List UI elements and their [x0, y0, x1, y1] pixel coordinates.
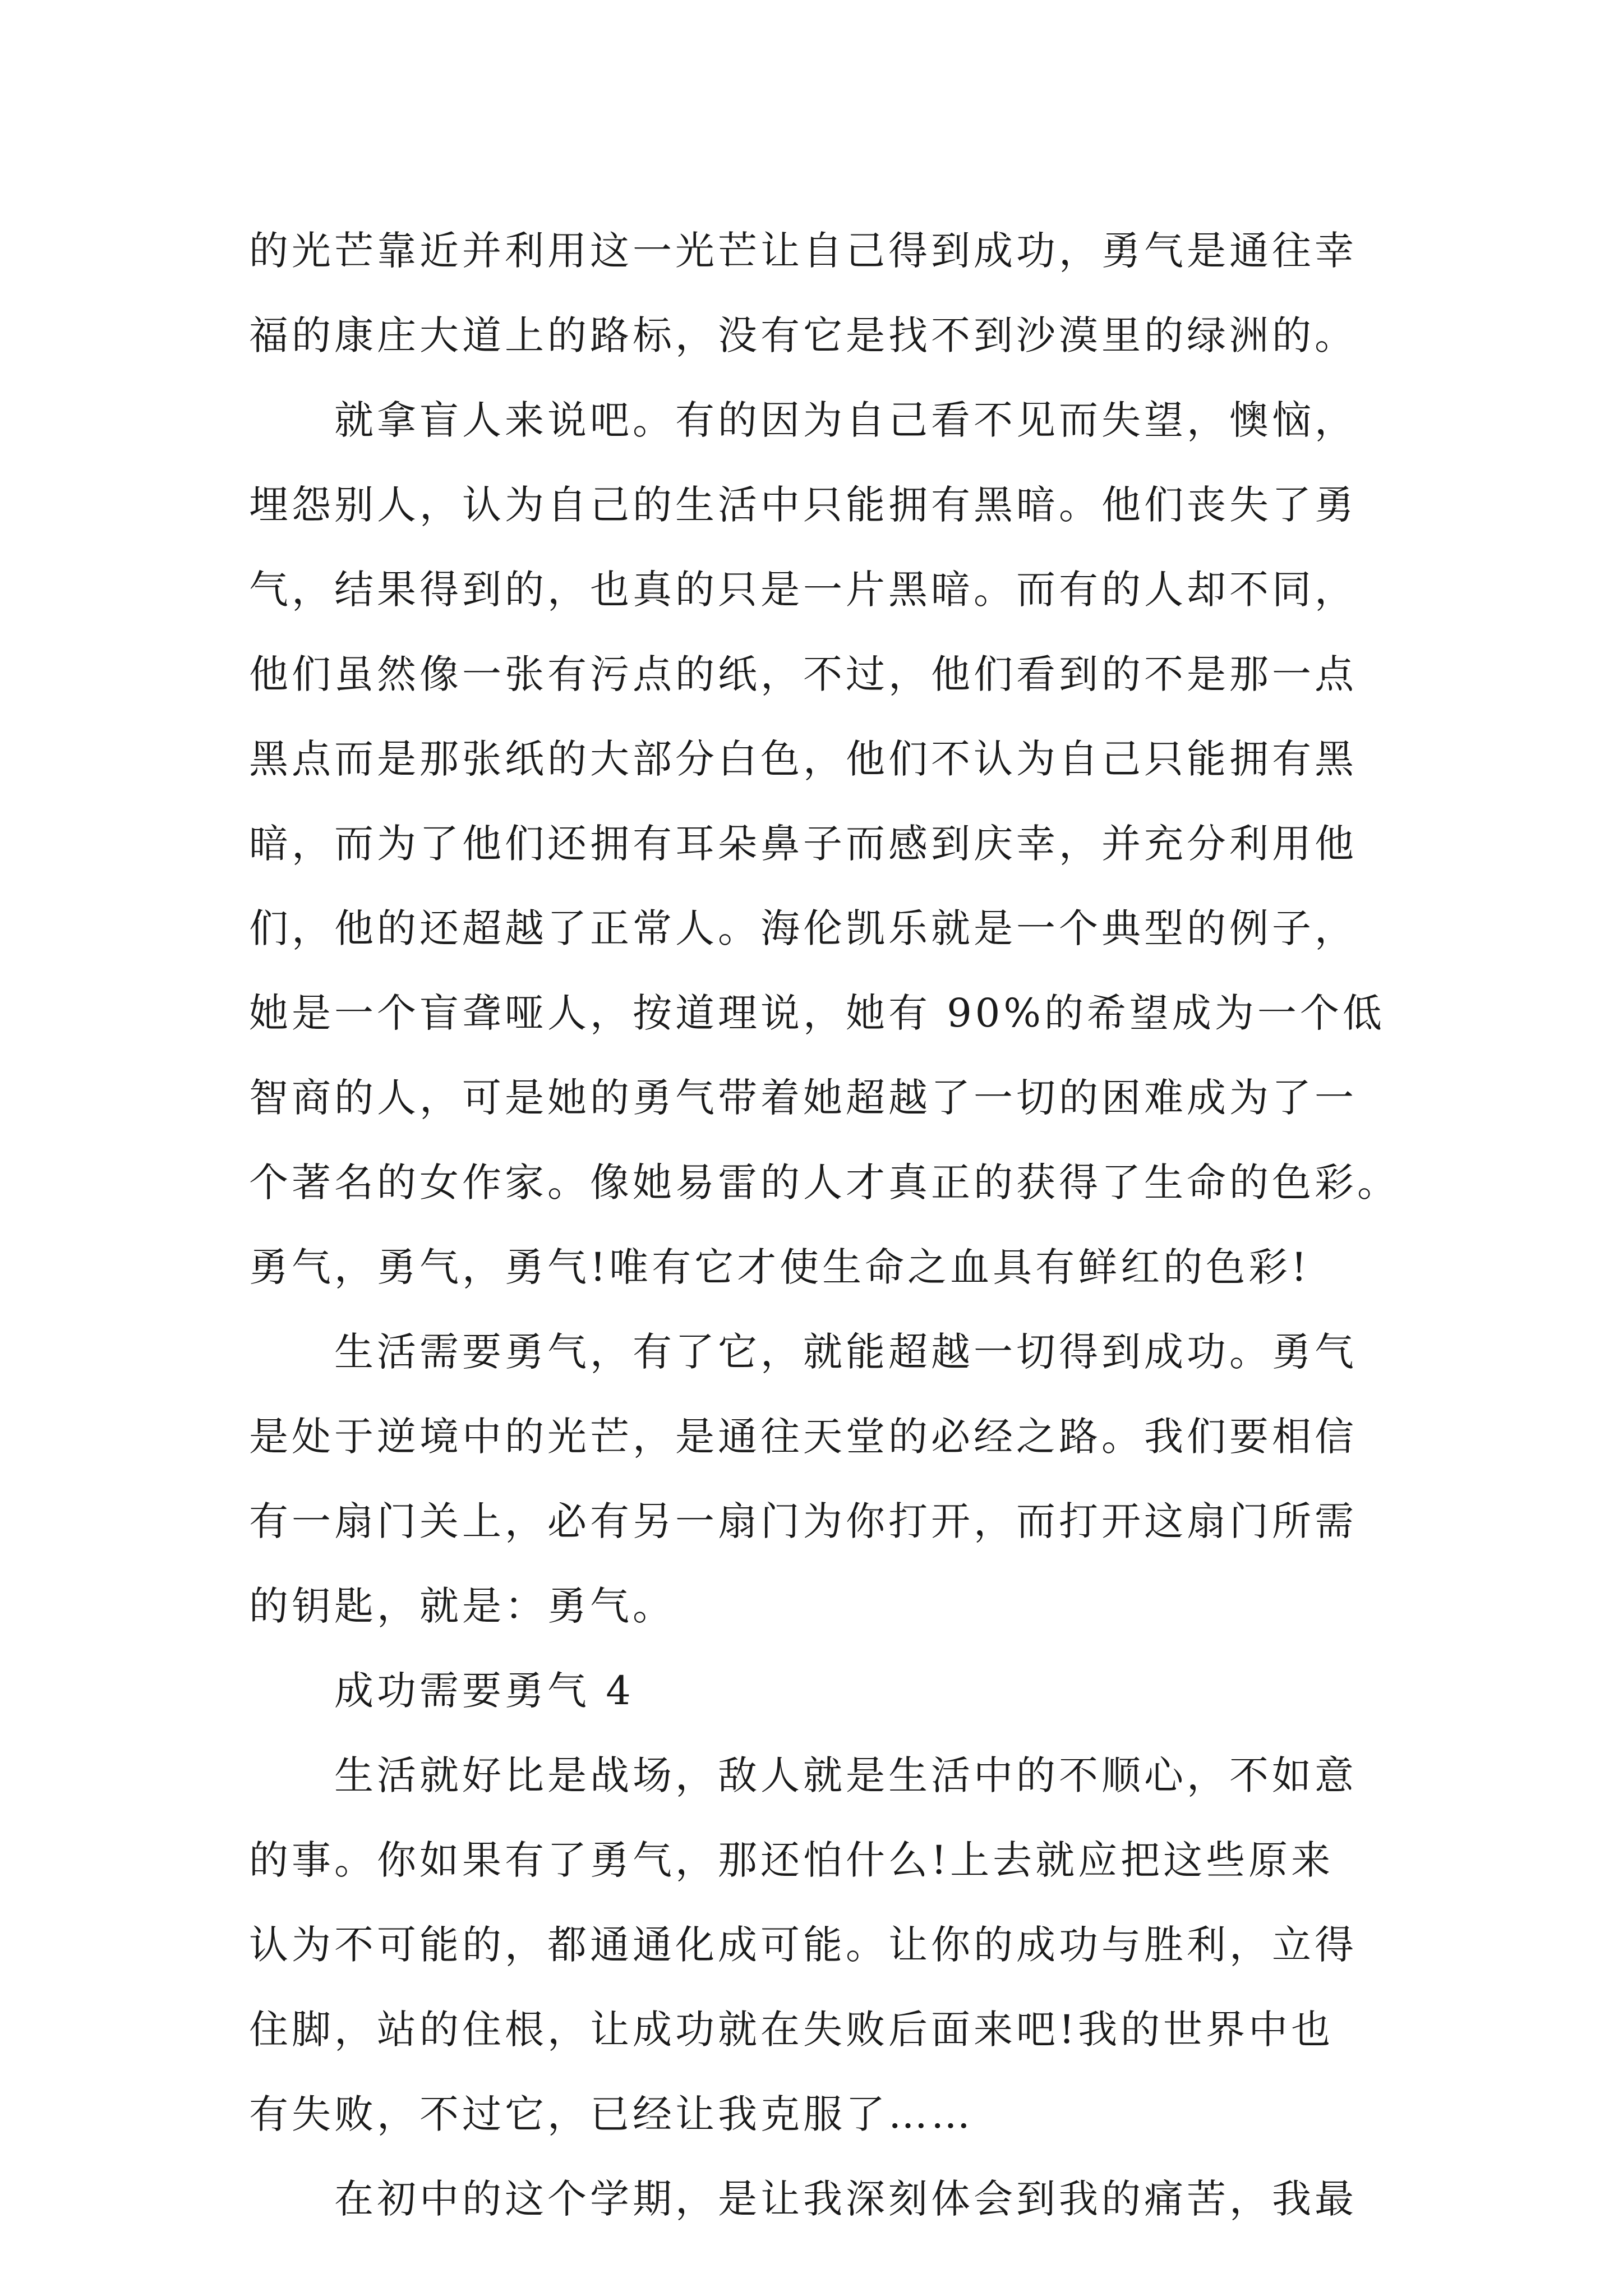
text-line: 他们虽然像一张有污点的纸，不过，他们看到的不是那一点	[249, 651, 1357, 697]
text-line: 的光芒靠近并利用这一光芒让自己得到成功，勇气是通往幸	[249, 228, 1357, 274]
text-line: 福的康庄大道上的路标，没有它是找不到沙漠里的绿洲的。	[249, 312, 1357, 358]
text-line: 就拿盲人来说吧。有的因为自己看不见而失望，懊恼，	[334, 397, 1357, 443]
document-body	[249, 209, 1400, 2242]
text-line: 生活需要勇气，有了它，就能超越一切得到成功。勇气	[334, 1329, 1357, 1375]
text-line: 认为不可能的，都通通化成可能。让你的成功与胜利，立得	[249, 1922, 1357, 1968]
text-line: 气，结果得到的，也真的只是一片黑暗。而有的人却不同，	[249, 567, 1357, 613]
text-line: 在初中的这个学期，是让我深刻体会到我的痛苦，我最	[334, 2176, 1357, 2222]
text-line: 成功需要勇气 4	[334, 1668, 634, 1714]
text-line: 勇气，勇气，勇气!唯有它才使生命之血具有鲜红的色彩!	[249, 1244, 1311, 1290]
text-line: 生活就好比是战场，敌人就是生活中的不顺心，不如意	[334, 1752, 1357, 1798]
text-line: 的事。你如果有了勇气，那还怕什么!上去就应把这些原来	[249, 1837, 1334, 1883]
text-line: 智商的人，可是她的勇气带着她超越了一切的困难成为了一	[249, 1075, 1357, 1121]
text-line: 暗，而为了他们还拥有耳朵鼻子而感到庆幸，并充分利用他	[249, 821, 1357, 867]
text-line: 住脚，站的住根，让成功就在失败后面来吧!我的世界中也	[249, 2007, 1334, 2053]
text-line: 有一扇门关上，必有另一扇门为你打开，而打开这扇门所需	[249, 1498, 1357, 1544]
text-line: 是处于逆境中的光芒，是通往天堂的必经之路。我们要相信	[249, 1414, 1357, 1460]
text-line: 黑点而是那张纸的大部分白色，他们不认为自己只能拥有黑	[249, 736, 1357, 782]
text-line: 有失败，不过它，已经让我克服了……	[249, 2091, 974, 2137]
text-line: 埋怨别人，认为自己的生活中只能拥有黑暗。他们丧失了勇	[249, 482, 1357, 528]
text-line: 的钥匙，就是：勇气。	[249, 1583, 675, 1629]
text-line: 个著名的女作家。像她易雷的人才真正的获得了生命的色彩。	[249, 1159, 1400, 1205]
text-line: 她是一个盲聋哑人，按道理说，她有 90%的希望成为一个低	[249, 990, 1385, 1036]
text-line: 们，他的还超越了正常人。海伦凯乐就是一个典型的例子，	[249, 905, 1357, 951]
